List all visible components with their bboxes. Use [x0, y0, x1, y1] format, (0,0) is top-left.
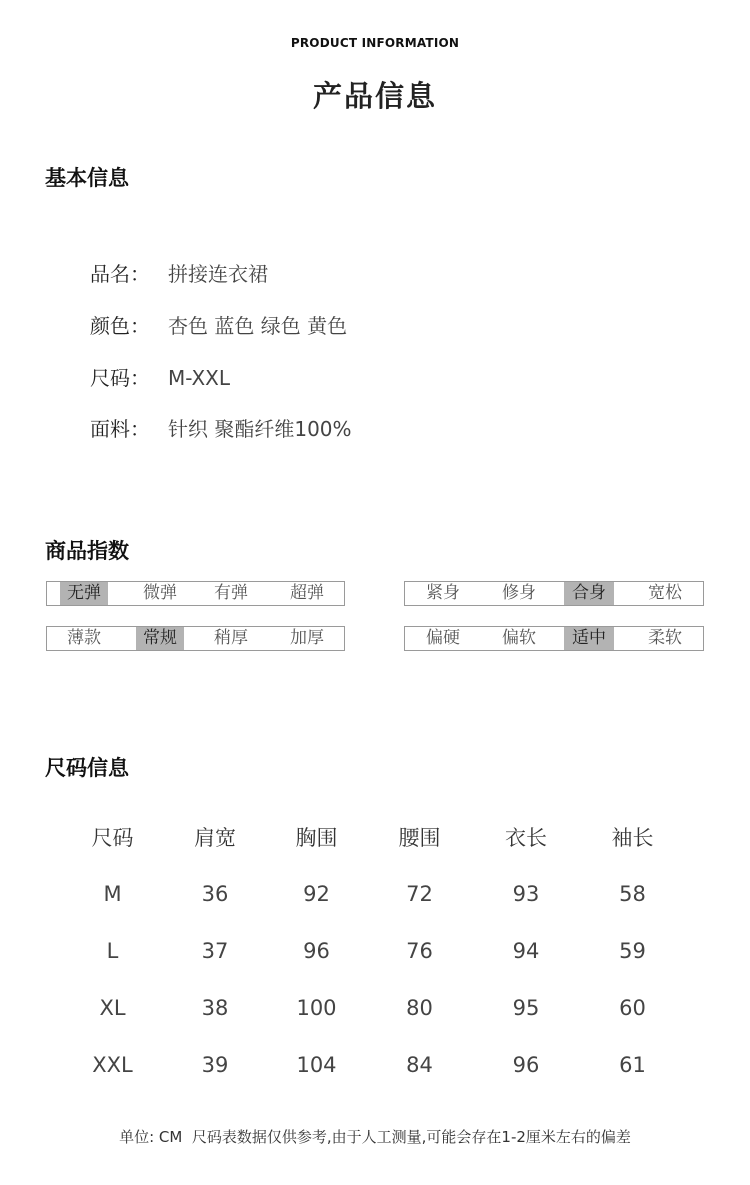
info-value: 针织 聚酯纤维100% — [168, 417, 352, 441]
table-cell: 94 — [512, 938, 540, 963]
index-option: 加厚 — [290, 628, 324, 648]
table-cell: M — [103, 881, 122, 906]
info-label: 颜色： — [90, 314, 150, 338]
table-cell: 95 — [512, 995, 540, 1020]
size-disclaimer-note: 单位: CM 尺码表数据仅供参考,由于人工测量,可能会存在1-2厘米左右的偏差 — [119, 1128, 631, 1146]
index-group-fit — [404, 581, 704, 606]
table-cell: 96 — [303, 938, 330, 963]
index-option: 紧身 — [426, 583, 460, 603]
info-row-name — [90, 258, 268, 287]
table-cell: 84 — [406, 1052, 433, 1077]
table-cell: 59 — [619, 938, 646, 963]
table-row — [60, 1036, 684, 1093]
table-header-cell: 腰围 — [398, 825, 441, 850]
table-cell: 60 — [619, 995, 646, 1020]
index-option: 有弹 — [214, 583, 248, 603]
index-option: 柔软 — [648, 628, 682, 648]
index-group-elasticity — [46, 581, 345, 606]
index-option: 稍厚 — [214, 628, 248, 648]
table-cell: 72 — [406, 881, 433, 906]
table-header-cell: 胸围 — [295, 825, 338, 850]
table-header-cell: 尺码 — [91, 825, 134, 850]
table-cell: 96 — [512, 1052, 540, 1077]
table-row — [60, 865, 684, 922]
table-header-cell: 袖长 — [611, 825, 654, 850]
table-cell: 39 — [201, 1052, 229, 1077]
info-label: 面料： — [90, 417, 150, 441]
index-group-thickness — [46, 626, 345, 651]
table-cell: 104 — [296, 1052, 337, 1077]
section-title-basic-info: 基本信息 — [45, 166, 129, 190]
info-label: 品名： — [90, 262, 150, 286]
table-cell: 80 — [406, 995, 433, 1020]
size-table — [60, 808, 684, 1093]
index-option-selected: 合身 — [564, 582, 614, 605]
table-header-cell: 肩宽 — [194, 825, 236, 850]
index-option: 修身 — [502, 583, 536, 603]
info-label: 尺码： — [90, 366, 150, 390]
info-value: 拼接连衣裙 — [168, 262, 268, 286]
index-group-softness — [404, 626, 704, 651]
section-title-size-info: 尺码信息 — [45, 756, 129, 780]
table-header-cell: 衣长 — [505, 825, 547, 850]
info-value: 杏色 蓝色 绿色 黄色 — [168, 314, 348, 338]
index-option: 超弹 — [290, 583, 324, 603]
table-cell: 58 — [619, 881, 646, 906]
section-title-product-index: 商品指数 — [45, 539, 129, 563]
info-value: M-XXL — [168, 366, 231, 390]
index-option: 微弹 — [143, 583, 177, 603]
table-cell: 36 — [201, 881, 229, 906]
index-option-selected: 适中 — [564, 627, 614, 650]
table-cell: 92 — [303, 881, 330, 906]
table-cell: 100 — [296, 995, 337, 1020]
index-option-selected: 无弹 — [60, 582, 108, 605]
page-subtitle: PRODUCT INFORMATION — [290, 36, 460, 50]
table-row — [60, 979, 684, 1036]
table-cell: 61 — [619, 1052, 646, 1077]
table-cell: XXL — [92, 1052, 133, 1077]
table-header-row — [60, 808, 684, 865]
index-option: 偏软 — [502, 628, 536, 648]
table-row — [60, 922, 684, 979]
info-row-fabric — [90, 413, 352, 442]
page-title: 产品信息 — [312, 79, 437, 113]
index-option: 薄款 — [67, 628, 101, 648]
table-cell: 37 — [201, 938, 229, 963]
index-option: 宽松 — [648, 583, 682, 603]
table-cell: 76 — [406, 938, 433, 963]
info-row-color — [90, 310, 347, 339]
table-cell: L — [106, 938, 119, 963]
index-option-selected: 常规 — [136, 627, 184, 650]
table-cell: 38 — [201, 995, 229, 1020]
table-cell: 93 — [512, 881, 540, 906]
index-option: 偏硬 — [426, 628, 460, 648]
table-cell: XL — [99, 995, 126, 1020]
info-row-size — [90, 362, 230, 391]
